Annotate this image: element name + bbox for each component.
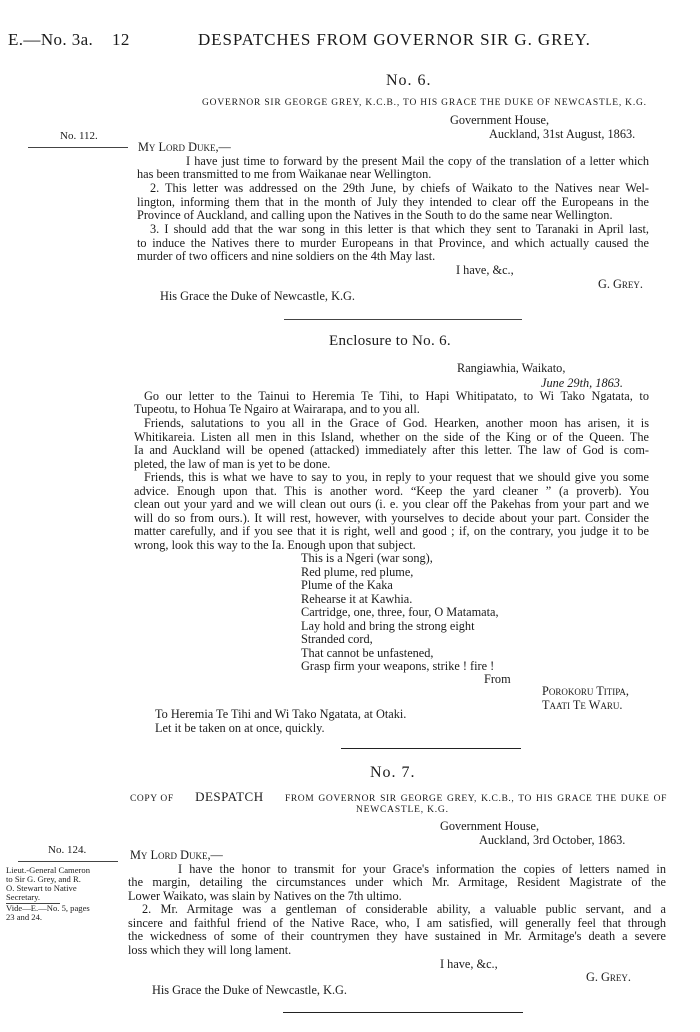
despatch-6-para-line: Province of Auckland, and calling upon the Natives in the South to do the same near Wellington. (137, 208, 613, 222)
war-song-line: Rehearse it at Kawhia. (301, 592, 413, 606)
enclosure-para-line: Ia and Auckland will be opened (attacked) immediately after this letter. The law of God is com- (134, 443, 649, 457)
despatch-6-para-line: 2. This letter was addressed on the 29th June, by chiefs of Waikato to the Natives near Wel- (150, 181, 649, 195)
despatch-7-place: Government House, (440, 819, 540, 833)
despatch-7-para-line: the wickedness of some of their countrymen they have sustained in Mr. Armitage's death a severe (128, 929, 666, 943)
despatch-6-para-line: has been transmitted to me from Waikanae near Wellington. (137, 167, 432, 181)
war-song-line: Red plume, red plume, (301, 565, 414, 579)
enclosure-date: June 29th, 1863. (541, 376, 623, 390)
enclosure-para-line: will do so from ours.). It will rest, however, with yourselves to decide about your part. Consider the (134, 511, 649, 525)
despatch-7-heading-despatch: DESPATCH (195, 789, 264, 804)
despatch-7-heading-line2: NEWCASTLE, K.G. (356, 805, 449, 815)
despatch-6-closing: I have, &c., (456, 263, 514, 277)
despatch-6-addressee: His Grace the Duke of Newcastle, K.G. (160, 289, 355, 303)
margin-rule (18, 861, 118, 862)
enclosure-para-line: wrong, look this way to the Ia. Enough upon that subject. (134, 538, 416, 552)
enclosure-para-line: Friends, this is what we have to say to you, in reply to your request that we should give you some (144, 470, 649, 484)
war-song-line: Grasp firm your weapons, strike ! fire ! (301, 659, 495, 673)
despatch-6-para-line: lington, informing them that in the month of July they intended to clear off the Europeans in the (137, 195, 649, 209)
despatch-7-margin-ref: No. 124. (48, 844, 87, 856)
despatch-6-margin-ref: No. 112. (60, 130, 98, 142)
war-song-line: Lay hold and bring the strong eight (301, 619, 475, 633)
document-code: E.—No. 3a. (8, 30, 94, 49)
enclosure-para-line: matter carefully, and if you see that it is right, well and good ; if, on the contrary, you judge it to be (134, 524, 649, 538)
despatch-7-para-line: loss which they will long lament. (128, 943, 292, 957)
enclosure-place: Rangiawhia, Waikato, (457, 361, 566, 375)
enclosure-instruction: Let it be taken on at once, quickly. (155, 721, 325, 735)
enclosure-from: From (484, 672, 511, 686)
enclosure-para-line: clean out your yard and we will clean out ours (i. e. you clear off the Pakehas from your part and we (134, 497, 649, 511)
despatch-6-para-line: 3. I should add that the war song in this letter is that which they sent to Taranaki in April last, (150, 222, 649, 236)
despatch-7-number: No. 7. (370, 764, 416, 781)
page-number: 12 (112, 30, 130, 49)
despatch-7-margin-note: Secretary. (6, 892, 41, 902)
war-song-line: This is a Ngeri (war song), (301, 551, 433, 565)
despatch-6-number: No. 6. (386, 72, 432, 89)
despatch-7-margin-note: O. Stewart to Native (6, 883, 77, 893)
despatch-6-heading: GOVERNOR SIR GEORGE GREY, K.C.B., TO HIS GRACE THE DUKE OF NEWCASTLE, K.G. (202, 98, 647, 108)
despatch-7-salutation: My Lord Duke,— (130, 848, 223, 862)
enclosure-para-line: Whitikareia. Listen all men in this Island, whether on the side of the King or of the Queen. The (134, 430, 649, 444)
despatch-7-margin-note: Lieut.-General Cameron (6, 865, 90, 875)
war-song-line: Stranded cord, (301, 632, 373, 646)
section-divider (341, 748, 521, 749)
despatch-7-heading (130, 789, 667, 805)
page-header (8, 30, 591, 50)
section-divider (284, 319, 522, 320)
despatch-7-para-line: 2. Mr. Armitage was a gentleman of considerable ability, a valuable public servant, and a (142, 902, 666, 916)
despatch-7-heading-rest: FROM GOVERNOR SIR GEORGE GREY, K.C.B., TO HIS GRACE THE DUKE OF (284, 794, 667, 804)
page-title: DESPATCHES FROM GOVERNOR SIR G. GREY. (198, 30, 591, 49)
despatch-7-margin-vide: Vide—E.—No. 5, pages (6, 903, 90, 913)
despatch-6-place: Government House, (450, 113, 550, 127)
despatch-7-para-line: the margin, detailing the circumstances under which Mr. Armitage, Resident Magistrate of the (128, 875, 666, 889)
despatch-6-date: Auckland, 31st August, 1863. (489, 127, 636, 141)
despatch-6-para-line: to induce the Natives there to murder Europeans in that Province, and which actually caused the (137, 236, 649, 250)
enclosure-para-line: advice. Enough upon that. This is another word. “Keep the yard cleaner ” (a proverb). You (134, 484, 649, 498)
enclosure-title: Enclosure to No. 6. (329, 333, 451, 349)
despatch-7-closing: I have, &c., (440, 957, 498, 971)
despatch-7-addressee: His Grace the Duke of Newcastle, K.G. (152, 983, 347, 997)
war-song-line: Cartridge, one, three, four, O Matamata, (301, 605, 499, 619)
section-divider (283, 1012, 523, 1013)
enclosure-para-line: pleted, the law of man is yet to be done. (134, 457, 331, 471)
despatch-6-para-line: I have just time to forward by the present Mail the copy of the translation of a letter which (186, 154, 649, 168)
despatch-6-signature: G. Grey. (598, 277, 643, 291)
despatch-7-margin-vide: 23 and 24. (6, 912, 43, 922)
despatch-7-para-line: I have the honor to transmit for your Grace's information the copies of letters named in (178, 862, 666, 876)
war-song-line: Plume of the Kaka (301, 578, 393, 592)
margin-rule (28, 147, 128, 148)
despatch-7-heading-copy: COPY OF (130, 794, 174, 804)
enclosure-signatory: Porokoru Titipa, (542, 684, 629, 698)
enclosure-para-line: Go our letter to the Tainui to Heremia Te Tihi, to Hapi Whitipatato, to Wi Tako Ngatata, to (144, 389, 649, 403)
enclosure-para-line: Friends, salutations to you all in the Grace of God. Hearken, another moon has arisen, it is (144, 416, 649, 430)
enclosure-signatory: Taati Te Waru. (542, 698, 623, 712)
despatch-7-para-line: sincere and faithful friend of the Native Race, who, I am satisfied, will generally feel that through (128, 916, 666, 930)
enclosure-para-line: Tupeotu, to Hohua Te Ngairo at Wairarapa, and to you all. (134, 402, 420, 416)
despatch-7-margin-note: to Sir G. Grey, and R. (6, 874, 81, 884)
despatch-6-salutation: My Lord Duke,— (138, 140, 231, 154)
despatch-7-signature: G. Grey. (586, 970, 631, 984)
despatch-7-date: Auckland, 3rd October, 1863. (479, 833, 626, 847)
enclosure-addressees: To Heremia Te Tihi and Wi Tako Ngatata, at Otaki. (155, 707, 407, 721)
war-song-line: That cannot be unfastened, (301, 646, 434, 660)
despatch-6-para-line: murder of two officers and nine soldiers on the 4th May last. (137, 249, 436, 263)
despatch-7-para-line: Lower Waikato, was slain by Natives on the 7th ultimo. (128, 889, 402, 903)
